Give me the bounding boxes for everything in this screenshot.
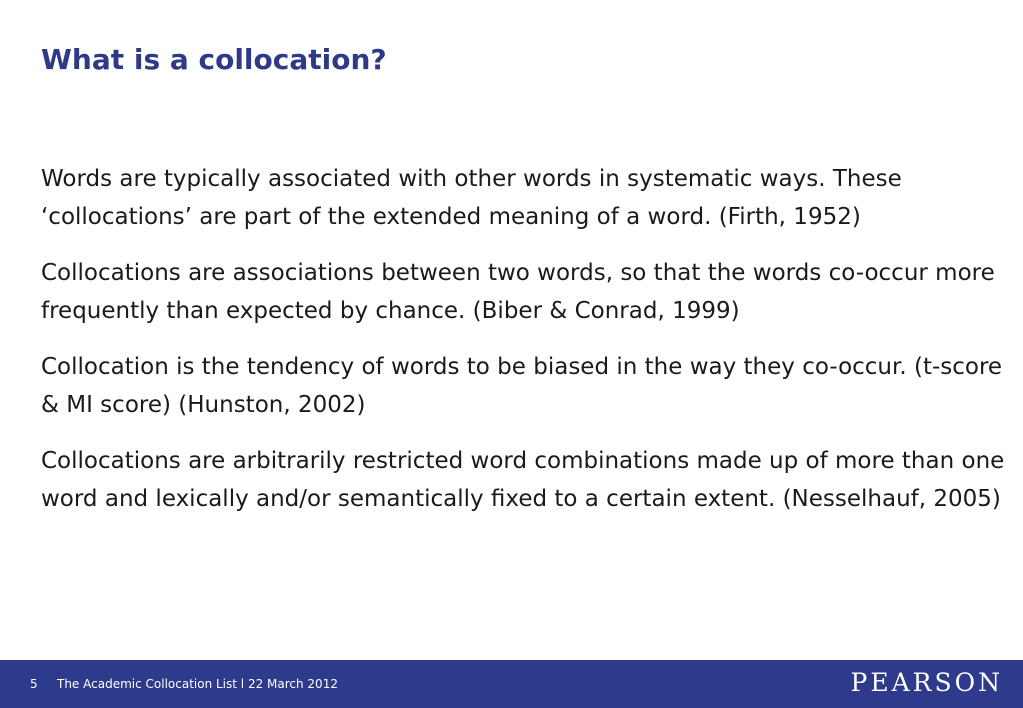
footer-bar bbox=[0, 660, 1023, 708]
page-number: 5 bbox=[30, 677, 38, 691]
footer-caption: The Academic Collocation List l 22 March 2012 bbox=[57, 677, 338, 691]
paragraph-nesselhauf: Collocations are arbitrarily restricted word combinations made up of more than one word and lexically and/or semantically fixed to a certain extent. (Nesselhauf, 2005) bbox=[41, 448, 1005, 512]
paragraph-firth: Words are typically associated with other words in systematic ways. These ‘collocations’ are part of the extended meaning of a word. (Firth, 1952) bbox=[41, 166, 902, 230]
slide-title: What is a collocation? bbox=[41, 43, 387, 76]
slide-body bbox=[41, 160, 1007, 536]
paragraph-biber-conrad: Collocations are associations between two words, so that the words co-occur more frequently than expected by chance. (Biber & Conrad, 1999) bbox=[41, 260, 995, 324]
pearson-logo: PEARSON bbox=[850, 668, 1003, 697]
paragraph-hunston: Collocation is the tendency of words to be biased in the way they co-occur. (t-score & MI score) (Hunston, 2002) bbox=[41, 354, 1003, 418]
